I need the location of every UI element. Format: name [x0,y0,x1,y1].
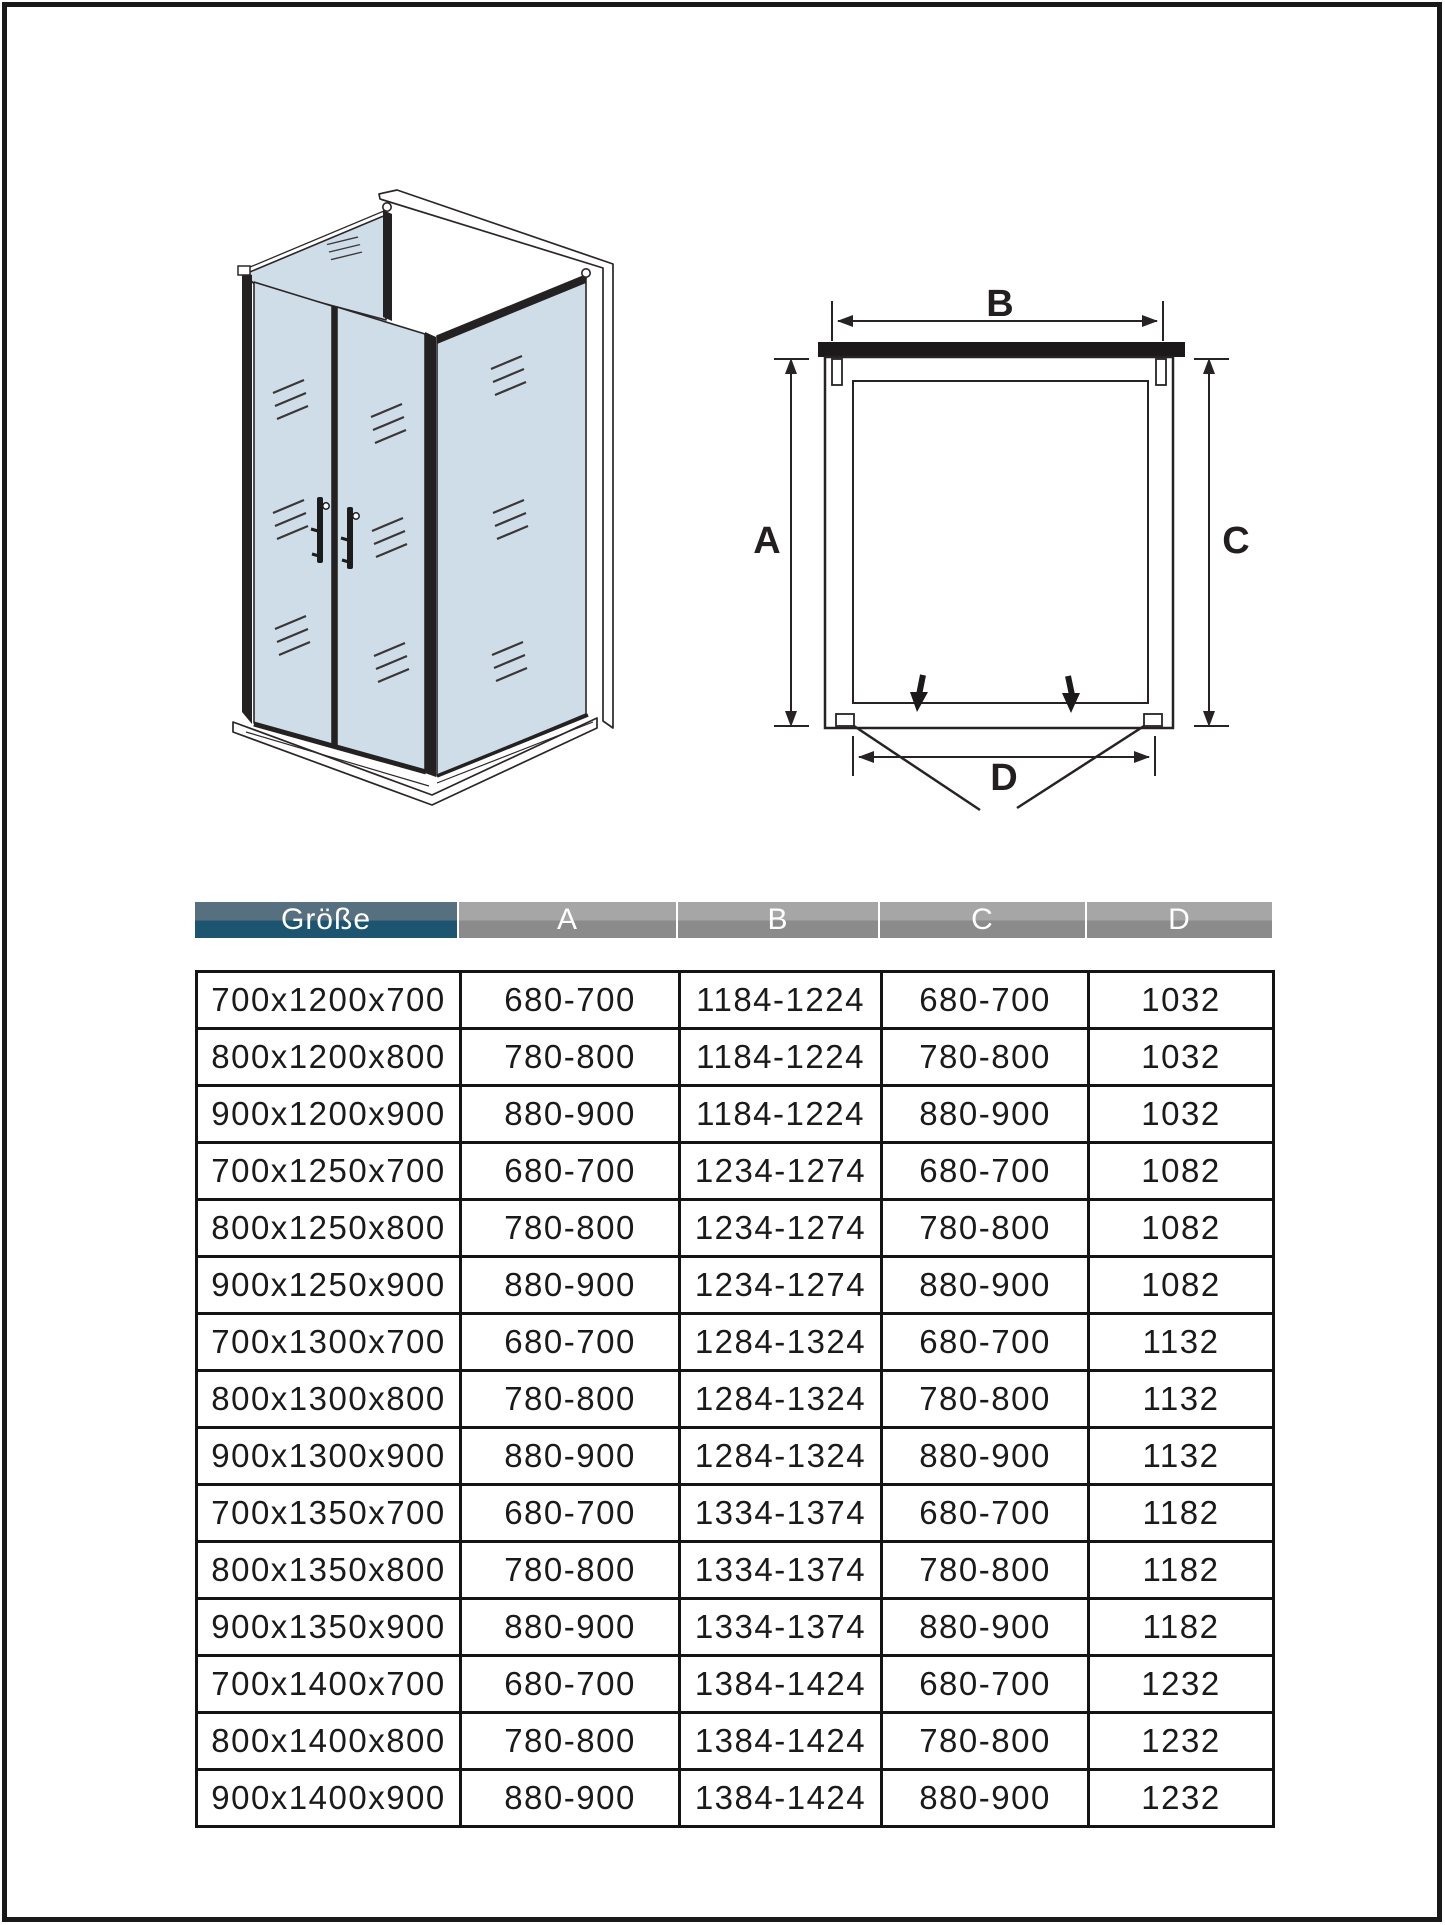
cell-b: 1234-1274 [680,1143,882,1200]
cell-b: 1234-1274 [680,1257,882,1314]
cell-size: 700x1250x700 [197,1143,461,1200]
cell-d: 1082 [1089,1143,1274,1200]
enclosure-outline [825,357,1173,728]
cell-b: 1334-1374 [680,1599,882,1656]
cell-d: 1082 [1089,1257,1274,1314]
cell-a: 880-900 [461,1599,680,1656]
cell-d: 1082 [1089,1200,1274,1257]
cell-a: 880-900 [461,1770,680,1827]
table-row [197,1770,1274,1827]
dimension-label-d: D [990,757,1018,799]
cell-a: 780-800 [461,1029,680,1086]
cell-c: 780-800 [882,1542,1089,1599]
arrow-c-up [1203,358,1215,374]
door-divider-profile [332,306,337,748]
cell-c: 880-900 [882,1086,1089,1143]
cell-d: 1032 [1089,1029,1274,1086]
cell-size: 700x1400x700 [197,1656,461,1713]
hinge-bottom-left [836,714,854,726]
cell-c: 680-700 [882,1314,1089,1371]
cell-a: 780-800 [461,1200,680,1257]
cell-b: 1284-1324 [680,1371,882,1428]
cell-b: 1184-1224 [680,1086,882,1143]
table-row [197,1314,1274,1371]
table-row [197,1143,1274,1200]
table-row [197,1485,1274,1542]
cell-d: 1232 [1089,1713,1274,1770]
cell-d: 1182 [1089,1485,1274,1542]
header-groesse: Größe [195,902,459,938]
table-row [197,1029,1274,1086]
header-b: B [678,902,880,938]
cell-c: 680-700 [882,1656,1089,1713]
cell-size: 800x1300x800 [197,1371,461,1428]
cell-c: 880-900 [882,1599,1089,1656]
cell-c: 780-800 [882,1029,1089,1086]
cell-size: 900x1300x900 [197,1428,461,1485]
header-a: A [459,902,678,938]
table-row [197,1257,1274,1314]
arrow-b-right [1142,315,1158,327]
cell-c: 780-800 [882,1371,1089,1428]
cell-c: 780-800 [882,1713,1089,1770]
table-row [197,1542,1274,1599]
header-c: C [880,902,1087,938]
front-left-cap [238,266,250,275]
arrow-d-left [858,751,874,763]
cell-a: 780-800 [461,1371,680,1428]
cell-b: 1234-1274 [680,1200,882,1257]
cell-size: 700x1300x700 [197,1314,461,1371]
cell-c: 880-900 [882,1770,1089,1827]
cell-size: 800x1200x800 [197,1029,461,1086]
cell-b: 1384-1424 [680,1656,882,1713]
cell-a: 680-700 [461,972,680,1029]
cell-d: 1132 [1089,1371,1274,1428]
cell-b: 1284-1324 [680,1428,882,1485]
cell-b: 1334-1374 [680,1485,882,1542]
table-row [197,1200,1274,1257]
cell-a: 680-700 [461,1143,680,1200]
cell-c: 680-700 [882,1485,1089,1542]
cell-c: 680-700 [882,1143,1089,1200]
cell-size: 800x1250x800 [197,1200,461,1257]
cell-a: 880-900 [461,1086,680,1143]
cell-size: 700x1200x700 [197,972,461,1029]
table-row [197,972,1274,1029]
cell-b: 1384-1424 [680,1713,882,1770]
hinge-top-left [832,359,842,385]
wall-bracket-cap-right [582,269,590,277]
cell-a: 680-700 [461,1485,680,1542]
cell-d: 1232 [1089,1656,1274,1713]
dimension-label-b: B [986,283,1014,325]
cell-c: 880-900 [882,1428,1089,1485]
cell-c: 880-900 [882,1257,1089,1314]
arrow-b-left [837,315,853,327]
cell-d: 1132 [1089,1428,1274,1485]
front-left-corner-profile [242,271,252,724]
isometric-diagram [180,140,635,830]
cell-c: 680-700 [882,972,1089,1029]
arrow-a-down [785,711,797,727]
wall-bracket-cap-back [383,203,391,211]
cell-d: 1182 [1089,1542,1274,1599]
dimension-label-a: A [753,520,781,562]
dimension-label-c: C [1222,520,1250,562]
cell-b: 1184-1224 [680,1029,882,1086]
arrow-d-right [1134,751,1150,763]
cell-size: 900x1250x900 [197,1257,461,1314]
cell-d: 1232 [1089,1770,1274,1827]
cell-a: 680-700 [461,1656,680,1713]
cell-a: 880-900 [461,1428,680,1485]
table-row [197,1371,1274,1428]
cell-size: 900x1350x900 [197,1599,461,1656]
header-d: D [1087,902,1272,938]
cell-b: 1184-1224 [680,972,882,1029]
cell-size: 900x1400x900 [197,1770,461,1827]
hinge-top-right [1156,359,1166,385]
hinge-bottom-right [1144,714,1162,726]
size-table [195,970,1275,1828]
cell-b: 1384-1424 [680,1770,882,1827]
cell-size: 700x1350x700 [197,1485,461,1542]
cell-a: 880-900 [461,1257,680,1314]
open-door-left [854,726,980,810]
top-view-diagram [690,230,1330,830]
front-right-corner-profile [425,332,436,777]
cell-size: 900x1200x900 [197,1086,461,1143]
table-row [197,1599,1274,1656]
cell-a: 680-700 [461,1314,680,1371]
cell-d: 1182 [1089,1599,1274,1656]
cell-d: 1032 [1089,1086,1274,1143]
corner-profile-back [383,210,392,321]
cell-a: 780-800 [461,1542,680,1599]
cell-c: 780-800 [882,1200,1089,1257]
wall-bar [818,342,1185,357]
cell-size: 800x1400x800 [197,1713,461,1770]
arrow-a-up [785,358,797,374]
table-row [197,1713,1274,1770]
cell-a: 780-800 [461,1713,680,1770]
table-row [197,1428,1274,1485]
table-header-bar [195,902,1272,938]
cell-size: 800x1350x800 [197,1542,461,1599]
table-row [197,1656,1274,1713]
glass-panel-right-side [437,275,586,776]
table-row [197,1086,1274,1143]
cell-b: 1284-1324 [680,1314,882,1371]
cell-d: 1032 [1089,972,1274,1029]
cell-b: 1334-1374 [680,1542,882,1599]
open-door-right [1017,726,1144,808]
cell-d: 1132 [1089,1314,1274,1371]
arrow-c-down [1203,711,1215,727]
